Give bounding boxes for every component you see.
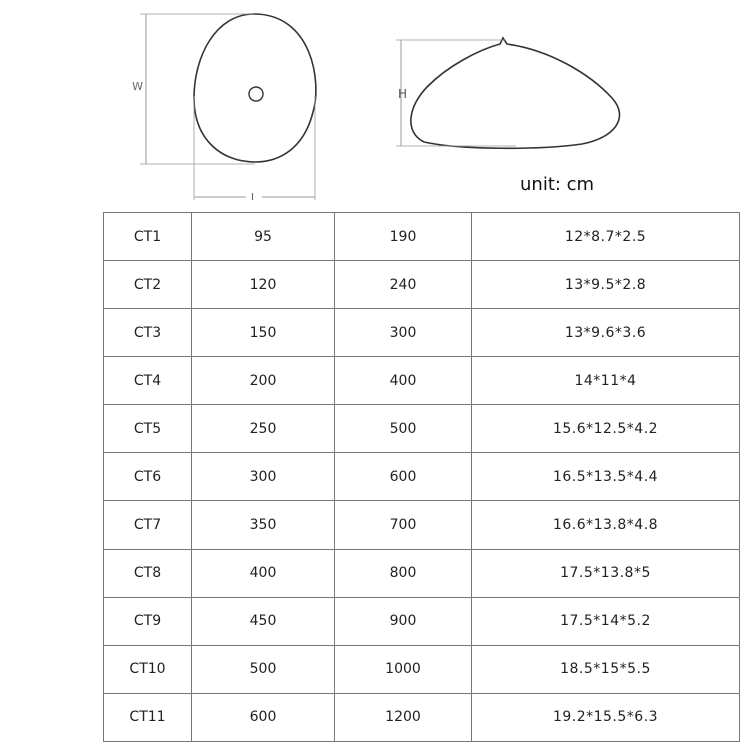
top-view-outline (194, 14, 316, 162)
size-cell: 16.5*13.5*4.4 (472, 453, 740, 501)
side-view-drawing (396, 38, 620, 148)
model-cell: CT11 (104, 693, 192, 741)
size-cell: 17.5*14*5.2 (472, 597, 740, 645)
value-cell-a: 250 (192, 405, 335, 453)
value-cell-b: 1200 (335, 693, 472, 741)
unit-label: unit: cm (520, 174, 595, 195)
product-dimension-diagram (0, 0, 750, 200)
value-cell-b: 400 (335, 357, 472, 405)
size-cell: 18.5*15*5.5 (472, 645, 740, 693)
size-spec-table (103, 212, 740, 742)
value-cell-a: 150 (192, 309, 335, 357)
table-row (104, 261, 740, 309)
table-row (104, 405, 740, 453)
model-cell: CT3 (104, 309, 192, 357)
value-cell-a: 600 (192, 693, 335, 741)
size-cell: 12*8.7*2.5 (472, 213, 740, 261)
value-cell-a: 400 (192, 549, 335, 597)
table-row (104, 549, 740, 597)
value-cell-a: 350 (192, 501, 335, 549)
value-cell-b: 800 (335, 549, 472, 597)
value-cell-a: 450 (192, 597, 335, 645)
table-row (104, 645, 740, 693)
value-cell-a: 95 (192, 213, 335, 261)
model-cell: CT9 (104, 597, 192, 645)
model-cell: CT5 (104, 405, 192, 453)
model-cell: CT4 (104, 357, 192, 405)
size-cell: 14*11*4 (472, 357, 740, 405)
value-cell-b: 240 (335, 261, 472, 309)
table-row (104, 453, 740, 501)
model-cell: CT2 (104, 261, 192, 309)
size-cell: 17.5*13.8*5 (472, 549, 740, 597)
value-cell-b: 900 (335, 597, 472, 645)
value-cell-b: 190 (335, 213, 472, 261)
size-spec-table-body (104, 213, 740, 742)
table-row (104, 309, 740, 357)
table-row (104, 501, 740, 549)
top-view-drawing (132, 14, 316, 200)
model-cell: CT7 (104, 501, 192, 549)
value-cell-b: 1000 (335, 645, 472, 693)
value-cell-a: 200 (192, 357, 335, 405)
size-cell: 13*9.6*3.6 (472, 309, 740, 357)
table-row (104, 357, 740, 405)
size-cell: 19.2*15.5*6.3 (472, 693, 740, 741)
value-cell-a: 300 (192, 453, 335, 501)
model-cell: CT10 (104, 645, 192, 693)
value-cell-a: 120 (192, 261, 335, 309)
length-label: L (250, 191, 258, 200)
table-row (104, 693, 740, 741)
center-hole (249, 87, 263, 101)
model-cell: CT1 (104, 213, 192, 261)
value-cell-a: 500 (192, 645, 335, 693)
value-cell-b: 500 (335, 405, 472, 453)
size-cell: 15.6*12.5*4.2 (472, 405, 740, 453)
size-cell: 16.6*13.8*4.8 (472, 501, 740, 549)
value-cell-b: 600 (335, 453, 472, 501)
size-cell: 13*9.5*2.8 (472, 261, 740, 309)
table-row (104, 597, 740, 645)
model-cell: CT6 (104, 453, 192, 501)
side-view-outline (411, 38, 620, 148)
value-cell-b: 300 (335, 309, 472, 357)
height-label: H (398, 87, 408, 101)
value-cell-b: 700 (335, 501, 472, 549)
width-label: W (132, 80, 143, 93)
model-cell: CT8 (104, 549, 192, 597)
table-row (104, 213, 740, 261)
